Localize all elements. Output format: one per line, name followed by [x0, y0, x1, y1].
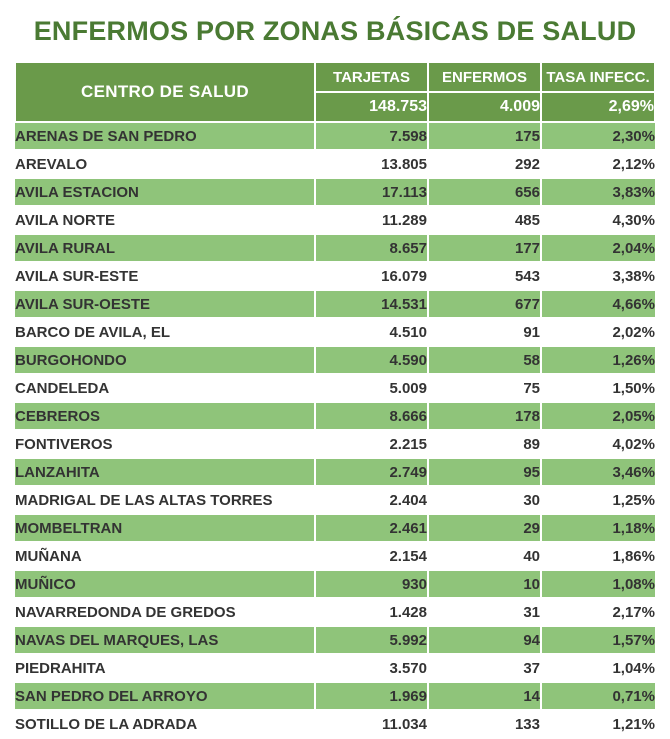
cell-tarjetas: 13.805 — [315, 150, 428, 178]
cell-tarjetas: 2.215 — [315, 430, 428, 458]
cell-enfermos: 543 — [428, 262, 541, 290]
cell-centro: BARCO DE AVILA, EL — [15, 318, 315, 346]
cell-tarjetas: 3.570 — [315, 654, 428, 682]
table-row — [15, 318, 655, 346]
cell-tarjetas: 1.428 — [315, 598, 428, 626]
cell-tarjetas: 5.009 — [315, 374, 428, 402]
cell-tasa: 1,86% — [541, 542, 655, 570]
cell-tarjetas: 4.510 — [315, 318, 428, 346]
cell-tarjetas: 16.079 — [315, 262, 428, 290]
table-row — [15, 682, 655, 710]
cell-enfermos: 178 — [428, 402, 541, 430]
cell-tasa: 4,02% — [541, 430, 655, 458]
table-row — [15, 626, 655, 654]
cell-enfermos: 89 — [428, 430, 541, 458]
table-row — [15, 178, 655, 206]
cell-tasa: 1,57% — [541, 626, 655, 654]
cell-enfermos: 14 — [428, 682, 541, 710]
table-row — [15, 346, 655, 374]
cell-tasa: 2,17% — [541, 598, 655, 626]
table-row — [15, 514, 655, 542]
cell-enfermos: 175 — [428, 122, 541, 150]
table-row — [15, 570, 655, 598]
cell-tasa: 1,25% — [541, 486, 655, 514]
cell-tarjetas: 2.461 — [315, 514, 428, 542]
cell-centro: AVILA NORTE — [15, 206, 315, 234]
cell-tasa: 1,18% — [541, 514, 655, 542]
table-row — [15, 402, 655, 430]
cell-centro: BURGOHONDO — [15, 346, 315, 374]
cell-enfermos: 485 — [428, 206, 541, 234]
cell-enfermos: 95 — [428, 458, 541, 486]
cell-tarjetas: 4.590 — [315, 346, 428, 374]
cell-centro: AVILA RURAL — [15, 234, 315, 262]
table-row — [15, 122, 655, 150]
column-header-tasa: TASA INFECC. — [541, 62, 655, 92]
table-row — [15, 542, 655, 570]
cell-centro: FONTIVEROS — [15, 430, 315, 458]
cell-tasa: 3,83% — [541, 178, 655, 206]
table-header — [15, 62, 655, 122]
table-row — [15, 234, 655, 262]
cell-tasa: 1,08% — [541, 570, 655, 598]
cell-tasa: 2,30% — [541, 122, 655, 150]
cell-tasa: 2,12% — [541, 150, 655, 178]
cell-centro: NAVARREDONDA DE GREDOS — [15, 598, 315, 626]
cell-tasa: 1,21% — [541, 710, 655, 738]
cell-enfermos: 94 — [428, 626, 541, 654]
cell-tasa: 3,38% — [541, 262, 655, 290]
cell-centro: MOMBELTRAN — [15, 514, 315, 542]
cell-centro: MUÑICO — [15, 570, 315, 598]
cell-tasa: 2,05% — [541, 402, 655, 430]
cell-enfermos: 40 — [428, 542, 541, 570]
cell-enfermos: 30 — [428, 486, 541, 514]
cell-enfermos: 177 — [428, 234, 541, 262]
cell-enfermos: 91 — [428, 318, 541, 346]
cell-enfermos: 58 — [428, 346, 541, 374]
cell-tarjetas: 930 — [315, 570, 428, 598]
cell-tasa: 3,46% — [541, 458, 655, 486]
cell-tarjetas: 8.666 — [315, 402, 428, 430]
cell-tarjetas: 2.749 — [315, 458, 428, 486]
cell-tarjetas: 7.598 — [315, 122, 428, 150]
cell-tarjetas: 11.034 — [315, 710, 428, 738]
table-row — [15, 374, 655, 402]
cell-tasa: 1,26% — [541, 346, 655, 374]
cell-centro: PIEDRAHITA — [15, 654, 315, 682]
table-row — [15, 654, 655, 682]
table-row — [15, 598, 655, 626]
table-row — [15, 262, 655, 290]
cell-centro: ARENAS DE SAN PEDRO — [15, 122, 315, 150]
cell-centro: LANZAHITA — [15, 458, 315, 486]
cell-tarjetas: 1.969 — [315, 682, 428, 710]
table-row — [15, 206, 655, 234]
cell-tarjetas: 11.289 — [315, 206, 428, 234]
cell-tasa: 1,04% — [541, 654, 655, 682]
cell-tarjetas: 2.404 — [315, 486, 428, 514]
cell-centro: AVILA ESTACION — [15, 178, 315, 206]
cell-enfermos: 677 — [428, 290, 541, 318]
total-tarjetas: 148.753 — [315, 92, 428, 122]
table-row — [15, 458, 655, 486]
cell-tasa: 2,04% — [541, 234, 655, 262]
cell-enfermos: 37 — [428, 654, 541, 682]
cell-tasa: 0,71% — [541, 682, 655, 710]
cell-tasa: 4,66% — [541, 290, 655, 318]
cell-enfermos: 29 — [428, 514, 541, 542]
cell-tasa: 1,50% — [541, 374, 655, 402]
cell-enfermos: 10 — [428, 570, 541, 598]
cell-tarjetas: 14.531 — [315, 290, 428, 318]
cell-centro: CANDELEDA — [15, 374, 315, 402]
total-tasa: 2,69% — [541, 92, 655, 122]
table-row — [15, 290, 655, 318]
cell-enfermos: 75 — [428, 374, 541, 402]
cell-tarjetas: 17.113 — [315, 178, 428, 206]
cell-centro: AVILA SUR-ESTE — [15, 262, 315, 290]
table-row — [15, 710, 655, 738]
page-title: ENFERMOS POR ZONAS BÁSICAS DE SALUD — [33, 16, 637, 46]
cell-centro: AVILA SUR-OESTE — [15, 290, 315, 318]
health-zones-table — [14, 61, 656, 739]
cell-centro: SAN PEDRO DEL ARROYO — [15, 682, 315, 710]
cell-enfermos: 133 — [428, 710, 541, 738]
cell-tarjetas: 2.154 — [315, 542, 428, 570]
cell-enfermos: 292 — [428, 150, 541, 178]
column-header-centro: CENTRO DE SALUD — [15, 62, 315, 122]
cell-enfermos: 31 — [428, 598, 541, 626]
total-enfermos: 4.009 — [428, 92, 541, 122]
cell-centro: CEBREROS — [15, 402, 315, 430]
cell-centro: SOTILLO DE LA ADRADA — [15, 710, 315, 738]
cell-centro: AREVALO — [15, 150, 315, 178]
column-header-enfermos: ENFERMOS — [428, 62, 541, 92]
table-row — [15, 486, 655, 514]
column-header-tarjetas: TARJETAS — [315, 62, 428, 92]
cell-tarjetas: 5.992 — [315, 626, 428, 654]
cell-enfermos: 656 — [428, 178, 541, 206]
table-body — [15, 122, 655, 738]
header-row-labels — [15, 62, 655, 92]
table-row — [15, 150, 655, 178]
cell-tasa: 4,30% — [541, 206, 655, 234]
table-row — [15, 430, 655, 458]
cell-centro: NAVAS DEL MARQUES, LAS — [15, 626, 315, 654]
cell-centro: MADRIGAL DE LAS ALTAS TORRES — [15, 486, 315, 514]
cell-tasa: 2,02% — [541, 318, 655, 346]
cell-centro: MUÑANA — [15, 542, 315, 570]
cell-tarjetas: 8.657 — [315, 234, 428, 262]
